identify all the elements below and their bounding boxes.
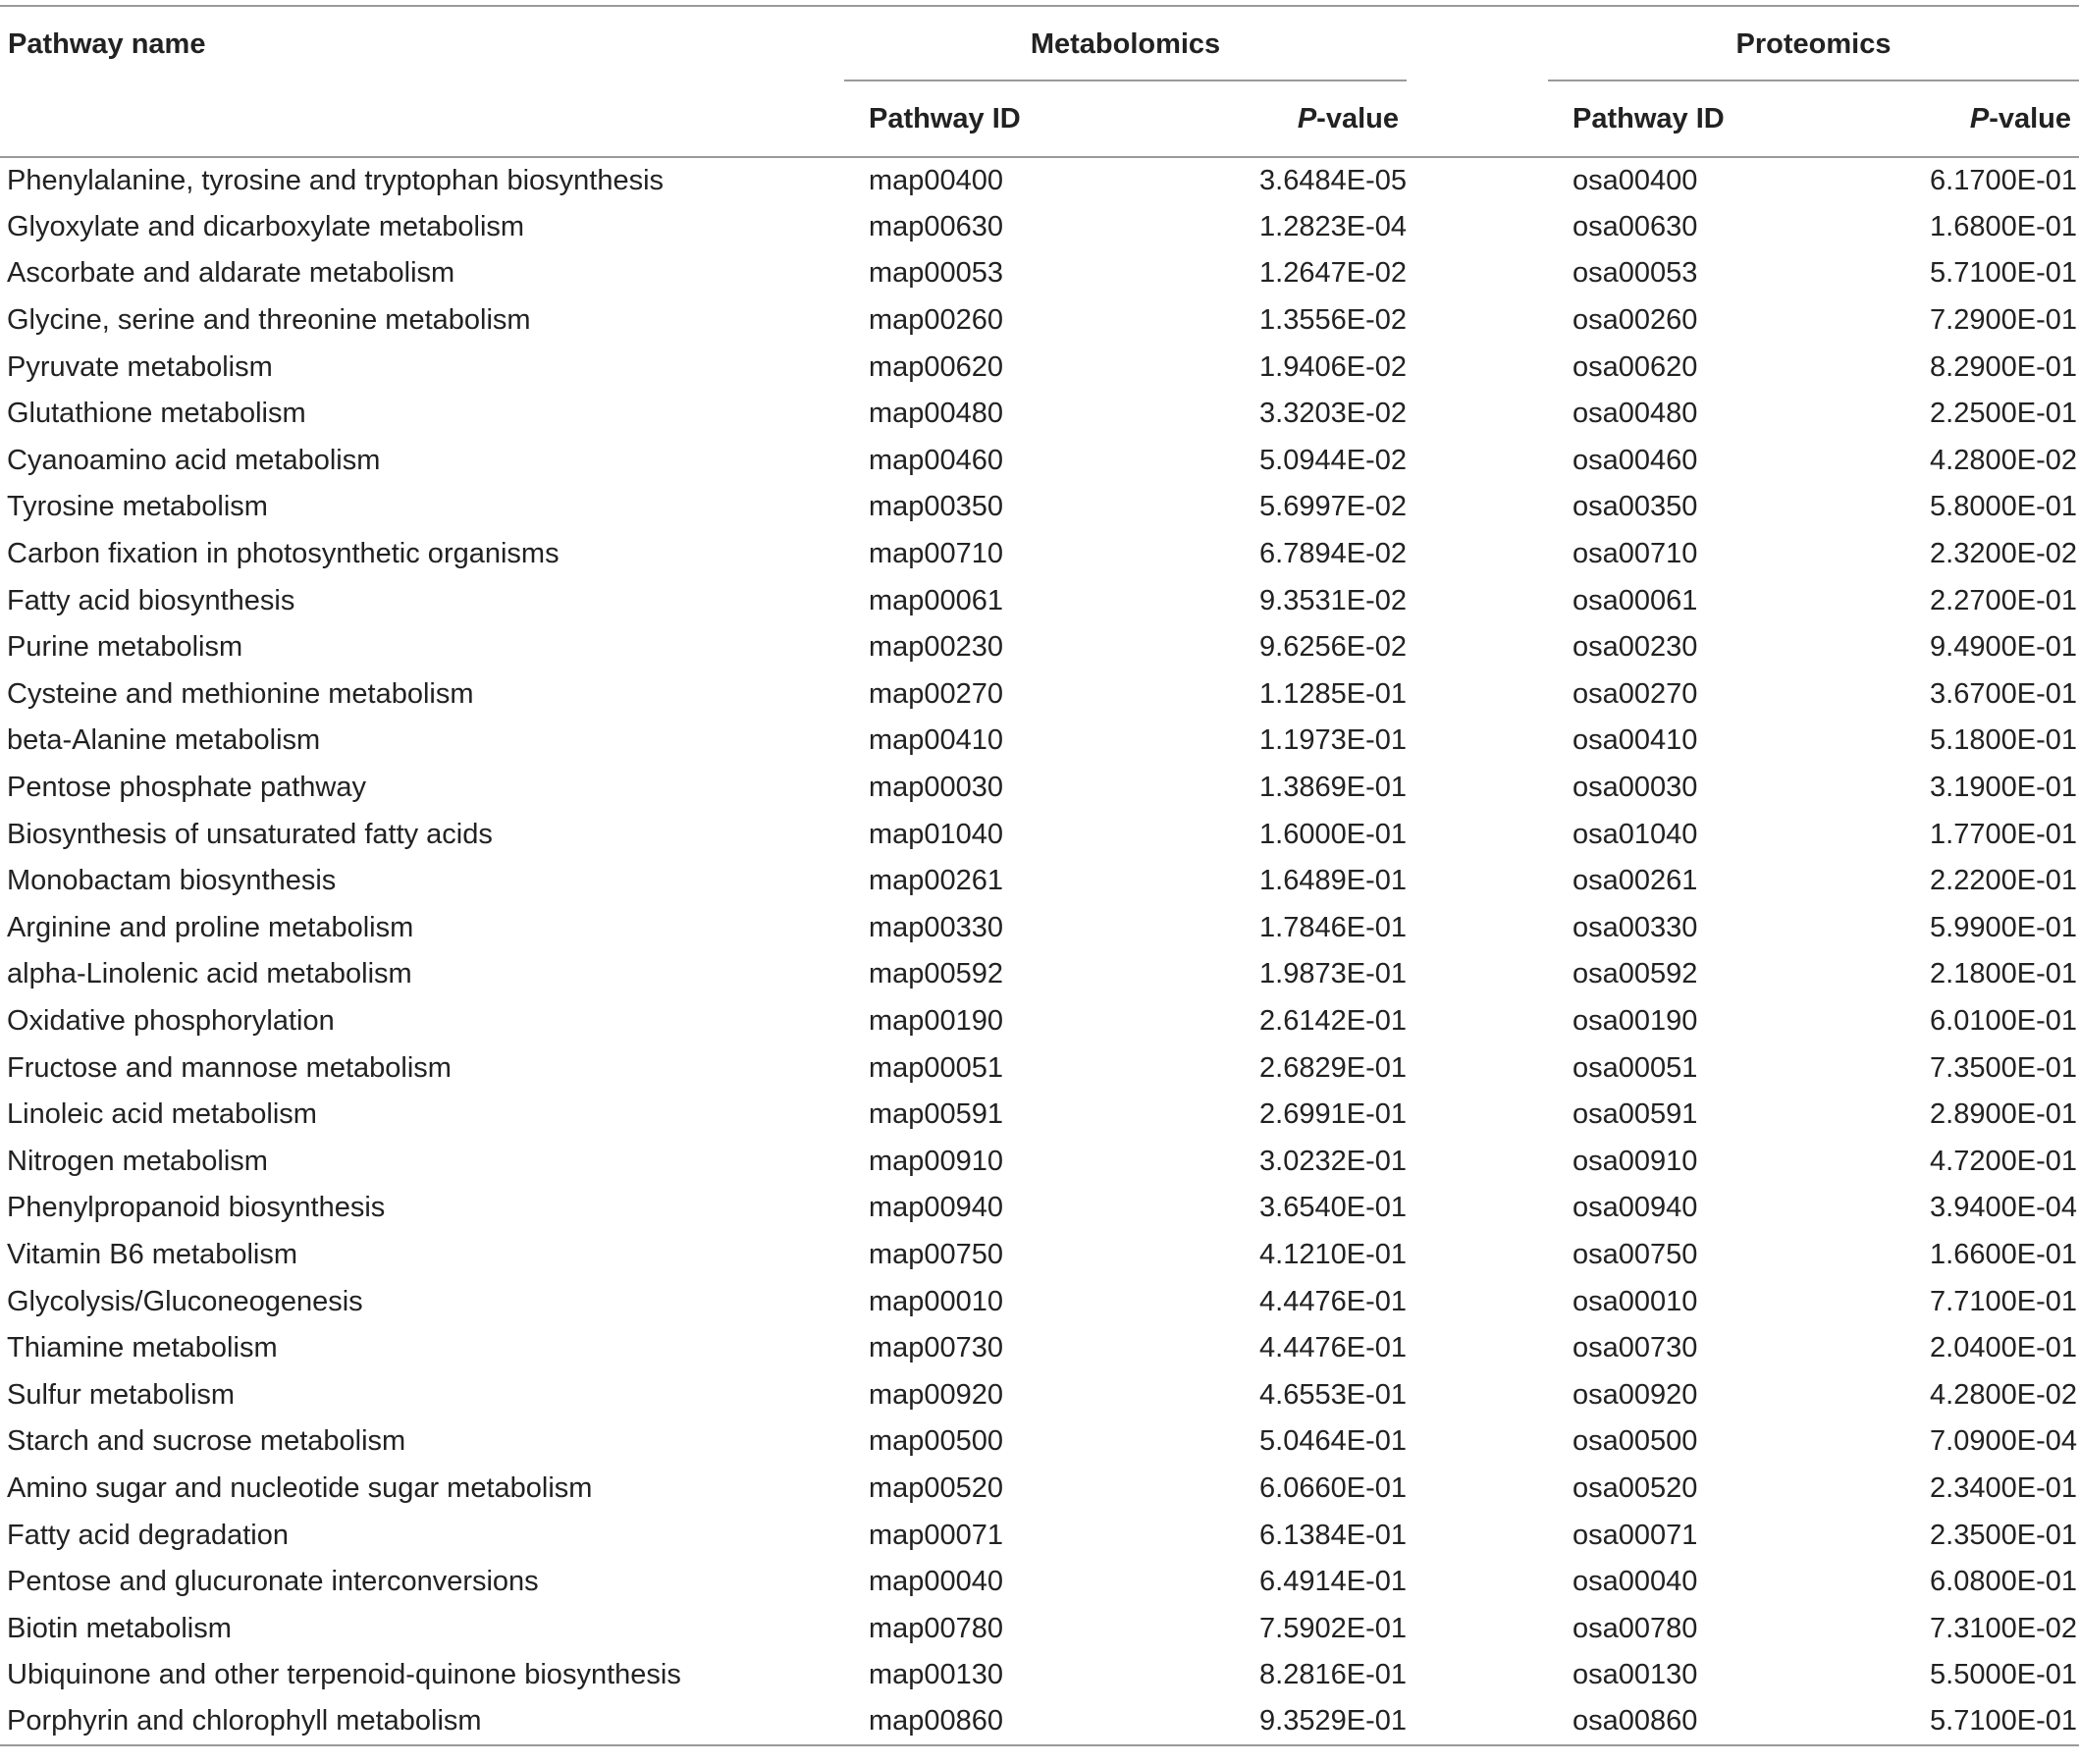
- gap-cell: [1407, 671, 1548, 719]
- pro-pathway-id-cell: osa00350: [1573, 491, 1698, 523]
- met-p-value-cell: 9.3529E-01: [1224, 1699, 1407, 1746]
- table-row: [0, 1699, 2079, 1746]
- pro-pathway-id-cell: osa00130: [1573, 1659, 1698, 1691]
- met-pathway-id-cell: map00030: [869, 772, 1004, 804]
- met-p-value-cell: 1.1973E-01: [1259, 724, 1407, 757]
- met-pathway-id-cell: map00500: [869, 1425, 1004, 1458]
- gap-cell: [1407, 905, 1548, 952]
- met-p-value-cell: 1.6000E-01: [1259, 818, 1407, 850]
- gap-cell: [1407, 438, 1548, 485]
- gap-cell: [1407, 157, 1548, 204]
- met-pathway-id-cell: map00592: [869, 958, 1004, 990]
- gap-cell: [1407, 1418, 1548, 1466]
- pathway-name-cell: beta-Alanine metabolism: [7, 724, 321, 757]
- table-row: [0, 1652, 2079, 1699]
- header-pathway-name: Pathway name: [0, 6, 844, 81]
- table-row: [0, 998, 2079, 1045]
- met-p-value-cell: 2.6829E-01: [1259, 1051, 1407, 1084]
- pathway-name-cell: Biotin metabolism: [7, 1612, 232, 1644]
- gap-cell: [1407, 531, 1548, 578]
- gap-cell: [1407, 1044, 1548, 1092]
- met-pathway-id-cell: map00520: [869, 1471, 1004, 1504]
- pro-p-value-cell: 3.1900E-01: [1930, 772, 2078, 804]
- pathway-name-cell: Fatty acid degradation: [7, 1519, 289, 1551]
- table-row: [0, 718, 2079, 765]
- pro-pathway-id-cell: osa00630: [1573, 210, 1698, 242]
- table-row: [0, 1138, 2079, 1185]
- pathway-name-cell: Starch and sucrose metabolism: [7, 1425, 406, 1458]
- met-p-value-cell: 3.3203E-02: [1259, 398, 1407, 430]
- gap-cell: [1407, 1278, 1548, 1325]
- pro-p-value-cell: 5.8000E-01: [1930, 491, 2078, 523]
- met-pathway-id-cell: map00010: [869, 1285, 1004, 1317]
- pro-p-value-cell: 4.2800E-02: [1930, 444, 2078, 476]
- pro-p-value-cell: 4.7200E-01: [1930, 1145, 2078, 1177]
- pro-p-value-cell: 8.2900E-01: [1930, 350, 2078, 383]
- met-p-value-cell: 5.0944E-02: [1259, 444, 1407, 476]
- met-p-value-cell: 3.6484E-05: [1259, 164, 1407, 196]
- table-row: [0, 1466, 2079, 1513]
- met-pathway-id-cell: map00260: [869, 304, 1004, 337]
- header-gap: [1407, 81, 1548, 157]
- gap-cell: [1407, 624, 1548, 671]
- pathway-name-cell: Porphyrin and chlorophyll metabolism: [0, 1699, 844, 1746]
- gap-cell: [1407, 1325, 1548, 1372]
- table-row: [0, 858, 2079, 905]
- met-pathway-id-cell: map00190: [869, 1004, 1004, 1037]
- pathway-name-cell: Linoleic acid metabolism: [7, 1098, 317, 1131]
- met-p-value-cell: 6.7894E-02: [1259, 538, 1407, 570]
- header-met-pathway-id: Pathway ID: [844, 81, 1224, 157]
- met-p-value-cell: 3.0232E-01: [1259, 1145, 1407, 1177]
- gap-cell: [1407, 1138, 1548, 1185]
- gap-cell: [1407, 1232, 1548, 1279]
- pro-p-value-cell: 6.0800E-01: [1930, 1566, 2078, 1598]
- pathway-name-cell: Glycolysis/Gluconeogenesis: [7, 1285, 363, 1317]
- pro-pathway-id-cell: osa00410: [1573, 724, 1698, 757]
- table-row: [0, 1278, 2079, 1325]
- met-pathway-id-cell: map00130: [869, 1659, 1004, 1691]
- table-row: [0, 1559, 2079, 1606]
- met-p-value-cell: 4.4476E-01: [1259, 1332, 1407, 1364]
- pro-p-value-cell: 2.0400E-01: [1930, 1332, 2078, 1364]
- pathway-name-cell: Phenylpropanoid biosynthesis: [7, 1192, 386, 1224]
- met-pathway-id-cell: map00730: [869, 1332, 1004, 1364]
- pro-pathway-id-cell: osa00910: [1573, 1145, 1698, 1177]
- header-met-p-value: [1224, 81, 1407, 157]
- header-row-columns: [0, 81, 2079, 157]
- pro-p-value-cell: 7.7100E-01: [1930, 1285, 2078, 1317]
- header-empty: [0, 81, 844, 157]
- pathway-name-cell: Oxidative phosphorylation: [7, 1004, 335, 1037]
- gap-cell: [1407, 998, 1548, 1045]
- pro-pathway-id-cell: osa00620: [1573, 350, 1698, 383]
- table-row: [0, 344, 2079, 391]
- gap-cell: [1407, 811, 1548, 858]
- pro-p-value-cell: 2.3200E-02: [1930, 538, 2078, 570]
- pathway-name-cell: Sulfur metabolism: [7, 1378, 236, 1411]
- met-pathway-id-cell: map00910: [869, 1145, 1004, 1177]
- met-pathway-id-cell: map00710: [869, 538, 1004, 570]
- pro-p-value-cell: 5.1800E-01: [1930, 724, 2078, 757]
- met-pathway-id-cell: map00053: [869, 257, 1004, 290]
- header-pro-p-value: [1923, 81, 2079, 157]
- met-p-value-cell: 1.2647E-02: [1259, 257, 1407, 290]
- gap-cell: [1407, 858, 1548, 905]
- table-row: [0, 811, 2079, 858]
- gap-cell: [1407, 1512, 1548, 1559]
- pro-pathway-id-cell: osa00730: [1573, 1332, 1698, 1364]
- pathway-name-cell: Arginine and proline metabolism: [7, 911, 414, 943]
- table-row: [0, 438, 2079, 485]
- met-p-value-cell: 9.3531E-02: [1259, 584, 1407, 616]
- met-pathway-id-cell: map00061: [869, 584, 1004, 616]
- pro-p-value-cell: 5.7100E-01: [1930, 257, 2078, 290]
- pro-p-value-cell: 1.7700E-01: [1930, 818, 2078, 850]
- gap-cell: [1407, 1652, 1548, 1699]
- pro-p-value-cell: 6.0100E-01: [1930, 1004, 2078, 1037]
- met-pathway-id-cell: map00400: [869, 164, 1004, 196]
- header-metabolomics: Metabolomics: [844, 6, 1407, 81]
- pro-pathway-id-cell: osa00460: [1573, 444, 1698, 476]
- p-italic: P: [1297, 102, 1317, 134]
- pathway-name-cell: Amino sugar and nucleotide sugar metabolism: [7, 1471, 593, 1504]
- pro-p-value-cell: 1.6600E-01: [1930, 1238, 2078, 1270]
- pathway-name-cell: Cyanoamino acid metabolism: [7, 444, 381, 476]
- pro-p-value-cell: 2.2200E-01: [1930, 865, 2078, 897]
- pathway-name-cell: Phenylalanine, tyrosine and tryptophan biosynthesis: [7, 164, 665, 196]
- pro-pathway-id-cell: osa00053: [1573, 257, 1698, 290]
- table-row: [0, 671, 2079, 719]
- gap-cell: [1407, 951, 1548, 998]
- met-p-value-cell: 1.2823E-04: [1259, 210, 1407, 242]
- pro-p-value-cell: 3.6700E-01: [1930, 677, 2078, 710]
- met-p-value-cell: 1.1285E-01: [1259, 677, 1407, 710]
- pro-p-value-cell: 2.2700E-01: [1930, 584, 2078, 616]
- pathway-name-cell: Pentose and glucuronate interconversions: [7, 1566, 539, 1598]
- gap-cell: [1407, 250, 1548, 297]
- pro-pathway-id-cell: osa00260: [1573, 304, 1698, 337]
- pathway-name-cell: Glutathione metabolism: [7, 398, 306, 430]
- met-pathway-id-cell: map00230: [869, 631, 1004, 664]
- table-row: [0, 1044, 2079, 1092]
- met-pathway-id-cell: map01040: [869, 818, 1004, 850]
- met-p-value-cell: 7.5902E-01: [1259, 1612, 1407, 1644]
- pro-pathway-id-cell: osa00591: [1573, 1098, 1698, 1131]
- met-p-value-cell: 8.2816E-01: [1259, 1659, 1407, 1691]
- pro-p-value-cell: 5.9900E-01: [1930, 911, 2078, 943]
- header-proteomics: Proteomics: [1548, 6, 2079, 81]
- met-p-value-cell: 2.6991E-01: [1259, 1098, 1407, 1131]
- pro-pathway-id-cell: osa00940: [1573, 1192, 1698, 1224]
- met-pathway-id-cell: map00410: [869, 724, 1004, 757]
- gap-cell: [1407, 1559, 1548, 1606]
- p-suffix: -value: [1989, 102, 2072, 134]
- met-p-value-cell: 1.7846E-01: [1259, 911, 1407, 943]
- met-p-value-cell: 1.3556E-02: [1259, 304, 1407, 337]
- pathway-name-cell: Glycine, serine and threonine metabolism: [7, 304, 531, 337]
- met-p-value-cell: 4.6553E-01: [1259, 1378, 1407, 1411]
- table-row: [0, 1185, 2079, 1232]
- pro-pathway-id-cell: osa00040: [1573, 1566, 1698, 1598]
- pro-pathway-id-cell: osa01040: [1573, 818, 1698, 850]
- pro-pathway-id-cell: osa00190: [1573, 1004, 1698, 1037]
- table-row: [0, 1418, 2079, 1466]
- met-p-value-cell: 1.3869E-01: [1259, 772, 1407, 804]
- gap-cell: [1407, 718, 1548, 765]
- pathway-table: [0, 5, 2079, 1746]
- pathway-name-cell: Nitrogen metabolism: [7, 1145, 268, 1177]
- met-p-value-cell: 4.4476E-01: [1259, 1285, 1407, 1317]
- pro-pathway-id-cell: osa00270: [1573, 677, 1698, 710]
- pro-pathway-id-cell: osa00500: [1573, 1425, 1698, 1458]
- met-p-value-cell: 1.6489E-01: [1259, 865, 1407, 897]
- table-row: [0, 157, 2079, 204]
- pathway-name-cell: Purine metabolism: [7, 631, 243, 664]
- pro-p-value-cell: 9.4900E-01: [1930, 631, 2078, 664]
- pro-p-value-cell: 2.3500E-01: [1930, 1519, 2078, 1551]
- met-p-value-cell: 5.0464E-01: [1259, 1425, 1407, 1458]
- gap-cell: [1407, 1092, 1548, 1139]
- met-pathway-id-cell: map00071: [869, 1519, 1004, 1551]
- met-pathway-id-cell: map00270: [869, 677, 1004, 710]
- table-row: [0, 1092, 2079, 1139]
- met-pathway-id-cell: map00591: [869, 1098, 1004, 1131]
- met-p-value-cell: 6.1384E-01: [1259, 1519, 1407, 1551]
- pro-pathway-id-cell: osa00780: [1573, 1612, 1698, 1644]
- met-p-value-cell: 6.0660E-01: [1259, 1471, 1407, 1504]
- gap-cell: [1407, 204, 1548, 251]
- met-p-value-cell: 6.4914E-01: [1259, 1566, 1407, 1598]
- met-pathway-id-cell: map00620: [869, 350, 1004, 383]
- pro-p-value-cell: 3.9400E-04: [1930, 1192, 2078, 1224]
- pathway-name-cell: Ascorbate and aldarate metabolism: [7, 257, 455, 290]
- gap-cell: [1407, 391, 1548, 438]
- pro-p-value-cell: 2.2500E-01: [1930, 398, 2078, 430]
- met-pathway-id-cell: map00630: [869, 210, 1004, 242]
- met-p-value-cell: 1.9873E-01: [1259, 958, 1407, 990]
- pathway-name-cell: Carbon fixation in photosynthetic organisms: [7, 538, 560, 570]
- table-row: [0, 484, 2079, 531]
- p-suffix: -value: [1316, 102, 1399, 134]
- pro-pathway-id-cell: osa00710: [1573, 538, 1698, 570]
- met-pathway-id-cell: map00920: [869, 1378, 1004, 1411]
- pathway-name-cell: Monobactam biosynthesis: [7, 865, 337, 897]
- pathway-name-cell: alpha-Linolenic acid metabolism: [7, 958, 412, 990]
- pro-p-value-cell: 2.8900E-01: [1930, 1098, 2078, 1131]
- pro-pathway-id-cell: osa00520: [1573, 1471, 1698, 1504]
- pro-pathway-id-cell: osa00010: [1573, 1285, 1698, 1317]
- pro-pathway-id-cell: osa00051: [1573, 1051, 1698, 1084]
- pro-p-value-cell: 7.3500E-01: [1930, 1051, 2078, 1084]
- met-pathway-id-cell: map00330: [869, 911, 1004, 943]
- gap-cell: [1407, 1605, 1548, 1652]
- pathway-name-cell: Cysteine and methionine metabolism: [7, 677, 474, 710]
- met-pathway-id-cell: map00940: [869, 1192, 1004, 1224]
- met-p-value-cell: 1.9406E-02: [1259, 350, 1407, 383]
- pro-pathway-id-cell: osa00400: [1573, 164, 1698, 196]
- pathway-name-cell: Pentose phosphate pathway: [7, 772, 366, 804]
- met-pathway-id-cell: map00350: [869, 491, 1004, 523]
- pro-p-value-cell: 7.2900E-01: [1930, 304, 2078, 337]
- met-p-value-cell: 5.6997E-02: [1259, 491, 1407, 523]
- pro-pathway-id-cell: osa00592: [1573, 958, 1698, 990]
- pathway-name-cell: Biosynthesis of unsaturated fatty acids: [7, 818, 493, 850]
- table-row: [0, 531, 2079, 578]
- table-row: [0, 1232, 2079, 1279]
- table-row: [0, 1605, 2079, 1652]
- pathway-name-cell: Glyoxylate and dicarboxylate metabolism: [7, 210, 525, 242]
- table-row: [0, 624, 2079, 671]
- table-row: [0, 765, 2079, 812]
- met-pathway-id-cell: map00051: [869, 1051, 1004, 1084]
- gap-cell: [1407, 577, 1548, 624]
- met-p-value-cell: 2.6142E-01: [1259, 1004, 1407, 1037]
- pro-pathway-id-cell: osa00860: [1548, 1699, 1923, 1746]
- met-pathway-id-cell: map00750: [869, 1238, 1004, 1270]
- p-italic: P: [1969, 102, 1990, 134]
- table-row: [0, 250, 2079, 297]
- gap-cell: [1407, 1466, 1548, 1513]
- pro-pathway-id-cell: osa00480: [1573, 398, 1698, 430]
- met-p-value-cell: 3.6540E-01: [1259, 1192, 1407, 1224]
- pro-p-value-cell: 2.1800E-01: [1930, 958, 2078, 990]
- met-pathway-id-cell: map00860: [844, 1699, 1224, 1746]
- gap-cell: [1407, 1185, 1548, 1232]
- gap-cell: [1407, 765, 1548, 812]
- table-row: [0, 905, 2079, 952]
- table-body: [0, 157, 2079, 1745]
- table-row: [0, 204, 2079, 251]
- pro-p-value-cell: 7.3100E-02: [1930, 1612, 2078, 1644]
- pro-p-value-cell: 7.0900E-04: [1930, 1425, 2078, 1458]
- met-pathway-id-cell: map00261: [869, 865, 1004, 897]
- met-pathway-id-cell: map00040: [869, 1566, 1004, 1598]
- header-row-groups: [0, 6, 2079, 81]
- met-pathway-id-cell: map00460: [869, 444, 1004, 476]
- pro-p-value-cell: 5.7100E-01: [1923, 1699, 2079, 1746]
- pro-pathway-id-cell: osa00030: [1573, 772, 1698, 804]
- table-row: [0, 297, 2079, 345]
- table-row: [0, 1512, 2079, 1559]
- pro-p-value-cell: 6.1700E-01: [1930, 164, 2078, 196]
- pathway-name-cell: Ubiquinone and other terpenoid-quinone biosynthesis: [7, 1659, 681, 1691]
- pro-pathway-id-cell: osa00261: [1573, 865, 1698, 897]
- gap-cell: [1407, 344, 1548, 391]
- table-header: [0, 6, 2079, 157]
- table-row: [0, 391, 2079, 438]
- table-row: [0, 951, 2079, 998]
- pathway-name-cell: Pyruvate metabolism: [7, 350, 273, 383]
- pro-p-value-cell: 5.5000E-01: [1930, 1659, 2078, 1691]
- met-p-value-cell: 4.1210E-01: [1259, 1238, 1407, 1270]
- pathway-name-cell: Fructose and mannose metabolism: [7, 1051, 452, 1084]
- gap-cell: [1407, 297, 1548, 345]
- pro-pathway-id-cell: osa00920: [1573, 1378, 1698, 1411]
- pro-pathway-id-cell: osa00230: [1573, 631, 1698, 664]
- pro-pathway-id-cell: osa00330: [1573, 911, 1698, 943]
- pro-p-value-cell: 2.3400E-01: [1930, 1471, 2078, 1504]
- table-row: [0, 1325, 2079, 1372]
- pro-pathway-id-cell: osa00750: [1573, 1238, 1698, 1270]
- met-pathway-id-cell: map00480: [869, 398, 1004, 430]
- header-gap: [1407, 6, 1548, 81]
- pathway-name-cell: Fatty acid biosynthesis: [7, 584, 295, 616]
- gap-cell: [1407, 1371, 1548, 1418]
- met-p-value-cell: 9.6256E-02: [1259, 631, 1407, 664]
- pathway-name-cell: Tyrosine metabolism: [7, 491, 268, 523]
- pro-pathway-id-cell: osa00061: [1573, 584, 1698, 616]
- pro-pathway-id-cell: osa00071: [1573, 1519, 1698, 1551]
- met-pathway-id-cell: map00780: [869, 1612, 1004, 1644]
- pro-p-value-cell: 4.2800E-02: [1930, 1378, 2078, 1411]
- gap-cell: [1407, 1699, 1548, 1746]
- pathway-name-cell: Thiamine metabolism: [7, 1332, 278, 1364]
- gap-cell: [1407, 484, 1548, 531]
- header-pro-pathway-id: Pathway ID: [1548, 81, 1923, 157]
- table-row: [0, 1371, 2079, 1418]
- pathway-name-cell: Vitamin B6 metabolism: [7, 1238, 298, 1270]
- pro-p-value-cell: 1.6800E-01: [1930, 210, 2078, 242]
- table-row: [0, 577, 2079, 624]
